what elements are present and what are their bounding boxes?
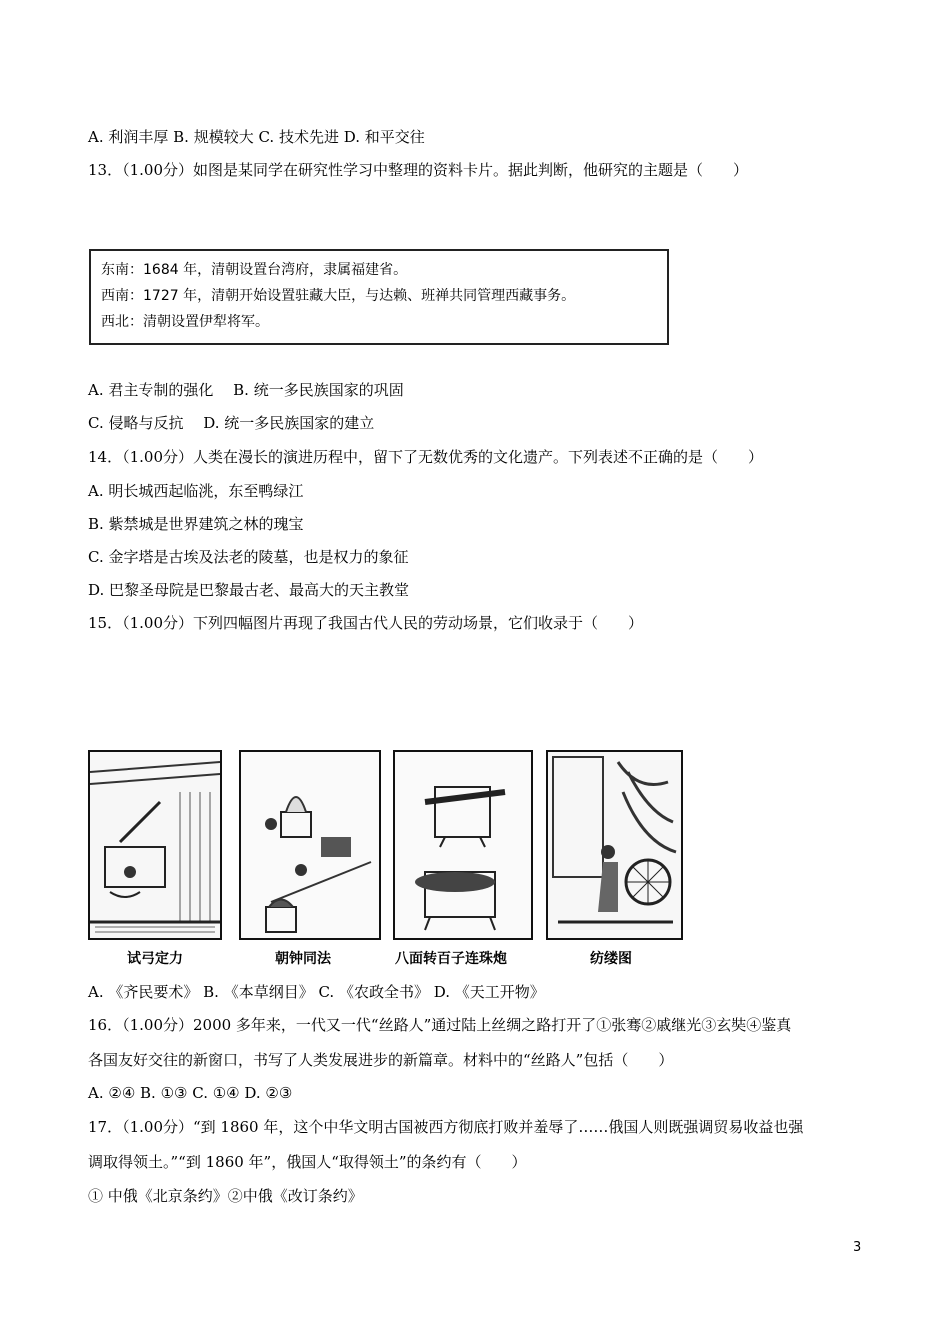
- q14-option-a: A. 明长城西起临洮，东至鸭绿江: [88, 482, 304, 500]
- illustration-bell-casting: [239, 750, 381, 940]
- illustration-spinning: [546, 750, 683, 940]
- q14-option-b: B. 紫禁城是世界建筑之林的瑰宝: [88, 515, 304, 533]
- q16-line2: 各国友好交往的新窗口，书写了人类发展进步的新篇章。材料中的“丝路人”包括（ ）: [88, 1051, 674, 1069]
- illustration-bow-testing: [88, 750, 222, 940]
- card-line-southwest: 西南：1727 年，清朝开始设置驻藏大臣，与达赖、班禅共同管理西藏事务。: [101, 288, 576, 304]
- q14-option-c: C. 金字塔是古埃及法老的陵墓，也是权力的象征: [88, 548, 409, 566]
- q17-line2: 调取得领土。”“到 1860 年”，俄国人“取得领土”的条约有（ ）: [88, 1153, 527, 1171]
- caption-cannon: 八面转百子连珠炮: [395, 951, 507, 967]
- q12-options: A. 利润丰厚 B. 规模较大 C. 技术先进 D. 和平交往: [88, 128, 425, 146]
- caption-bell-casting: 朝钟同法: [275, 951, 331, 967]
- caption-spinning: 纺缕图: [590, 951, 632, 967]
- q13-data-card: [89, 249, 669, 345]
- q17-line3: ① 中俄《北京条约》②中俄《改订条约》: [88, 1187, 363, 1205]
- page-number: 3: [853, 1240, 862, 1255]
- q16-line1: 16．（1.00分）2000 多年来，一代又一代“丝路人”通过陆上丝绸之路打开了①张骞②戚继光③玄奘④鉴真: [88, 1016, 792, 1034]
- card-line-southeast: 东南：1684 年，清朝设置台湾府，隶属福建省。: [101, 262, 408, 278]
- q14-option-d: D. 巴黎圣母院是巴黎最古老、最高大的天主教堂: [88, 581, 410, 599]
- card-line-northwest: 西北：清朝设置伊犁将军。: [101, 314, 269, 330]
- q14-stem: 14．（1.00分）人类在漫长的演进历程中，留下了无数优秀的文化遗产。下列表述不正确的是（ ）: [88, 448, 763, 466]
- q13-options-line1: A. 君主专制的强化 B. 统一多民族国家的巩固: [88, 381, 404, 399]
- q15-options: A. 《齐民要术》 B. 《本草纲目》 C. 《农政全书》 D. 《天工开物》: [88, 983, 545, 1001]
- q16-options: A. ②④ B. ①③ C. ①④ D. ②③: [88, 1084, 293, 1102]
- q15-stem: 15．（1.00分）下列四幅图片再现了我国古代人民的劳动场景，它们收录于（ ）: [88, 614, 643, 632]
- q17-line1: 17．（1.00分）“到 1860 年，这个中华文明古国被西方彻底打败并羞辱了……俄国人则既强调贸易收益也强: [88, 1118, 804, 1136]
- q13-options-line2: C. 侵略与反抗 D. 统一多民族国家的建立: [88, 414, 375, 432]
- illustration-cannon: [393, 750, 533, 940]
- q13-stem: 13．（1.00分）如图是某同学在研究性学习中整理的资料卡片。据此判断，他研究的主题是（ ）: [88, 161, 748, 179]
- caption-bow-testing: 试弓定力: [127, 951, 183, 967]
